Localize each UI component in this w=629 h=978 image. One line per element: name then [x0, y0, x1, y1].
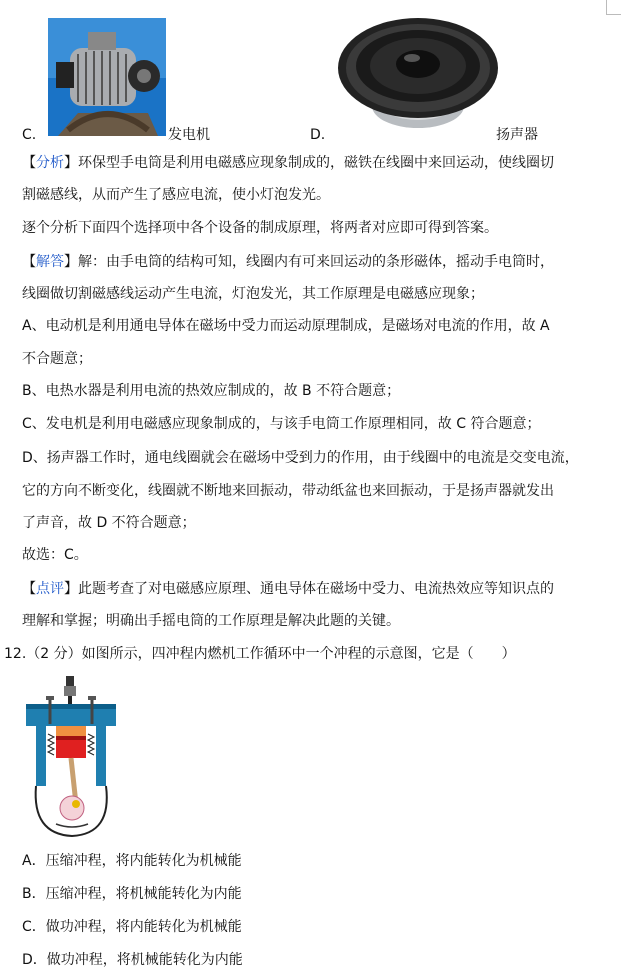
option-a: A．压缩冲程，将内能转化为机械能 [22, 853, 242, 869]
answer-line-7: D、扬声器工作时，通电线圈就会在磁场中受到力的作用，由于线圈中的电流是交变电流， [22, 450, 579, 466]
answer-line-3: A、电动机是利用通电导体在磁场中受力而运动原理制成，是磁场对电流的作用，故 A [22, 318, 550, 334]
comment-text-1: 此题考查了对电磁感应原理、通电导体在磁场中受力、电流热效应等知识点的 [78, 581, 554, 597]
answer-line-8: 它的方向不断变化，线圈就不断地来回振动，带动纸盆也来回振动，于是扬声器就发出 [22, 483, 554, 499]
analysis-line-2: 割磁感线，从而产生了感应电流，使小灯泡发光。 [22, 187, 330, 203]
answer-line-9: 了声音，故 D 不符合题意； [22, 515, 196, 531]
analysis-tag-open: 【 [22, 155, 36, 171]
answer-line-2: 线圈做切割磁感线运动产生电流，灯泡发光，其工作原理是电磁感应现象； [22, 286, 484, 302]
answer-line-1 [22, 253, 554, 271]
option-d: D．做功冲程，将机械能转化为内能 [22, 952, 243, 968]
answer-tag: 解答 [36, 254, 64, 270]
option-c-caption: 发电机 [168, 127, 210, 143]
answer-text-1: 解：由手电筒的结构可知，线圈内有可来回运动的条形磁体，摇动手电筒时， [78, 254, 554, 270]
option-b: B．压缩冲程，将机械能转化为内能 [22, 886, 242, 902]
analysis-tag: 分析 [36, 155, 64, 171]
question-12-stem: 12.（2 分）如图所示，四冲程内燃机工作循环中一个冲程的示意图，它是（ ） [4, 646, 516, 662]
answer-line-6: C、发电机是利用电磁感应现象制成的，与该手电筒工作原理相同，故 C 符合题意； [22, 416, 541, 432]
answer-tag-close: 】 [64, 254, 78, 270]
speaker-image [334, 12, 502, 134]
page-corner-mark [606, 0, 621, 15]
comment-line-1 [22, 580, 554, 598]
answer-line-5: B、电热水器是利用电流的热效应制成的，故 B 不符合题意； [22, 383, 401, 399]
comment-tag-close: 】 [64, 581, 78, 597]
comment-line-2: 理解和掌握；明确出手摇电筒的工作原理是解决此题的关键。 [22, 613, 400, 629]
answer-tag-open: 【 [22, 254, 36, 270]
comment-tag: 点评 [36, 581, 64, 597]
engine-stroke-diagram [22, 674, 122, 838]
option-c-letter: C. [22, 127, 37, 143]
option-c: C．做功冲程，将内能转化为机械能 [22, 919, 242, 935]
analysis-text-1: 环保型手电筒是利用电磁感应现象制成的，磁铁在线圈中来回运动，使线圈切 [78, 155, 554, 171]
option-d-caption: 扬声器 [496, 127, 538, 143]
analysis-line-3: 逐个分析下面四个选择项中各个设备的制成原理，将两者对应即可得到答案。 [22, 220, 498, 236]
answer-line-10: 故选：C。 [22, 547, 88, 563]
comment-tag-open: 【 [22, 581, 36, 597]
option-d-letter: D. [310, 127, 326, 143]
generator-image [48, 18, 166, 136]
analysis-line-1 [22, 154, 554, 172]
answer-line-4: 不合题意； [22, 351, 92, 367]
analysis-tag-close: 】 [64, 155, 78, 171]
